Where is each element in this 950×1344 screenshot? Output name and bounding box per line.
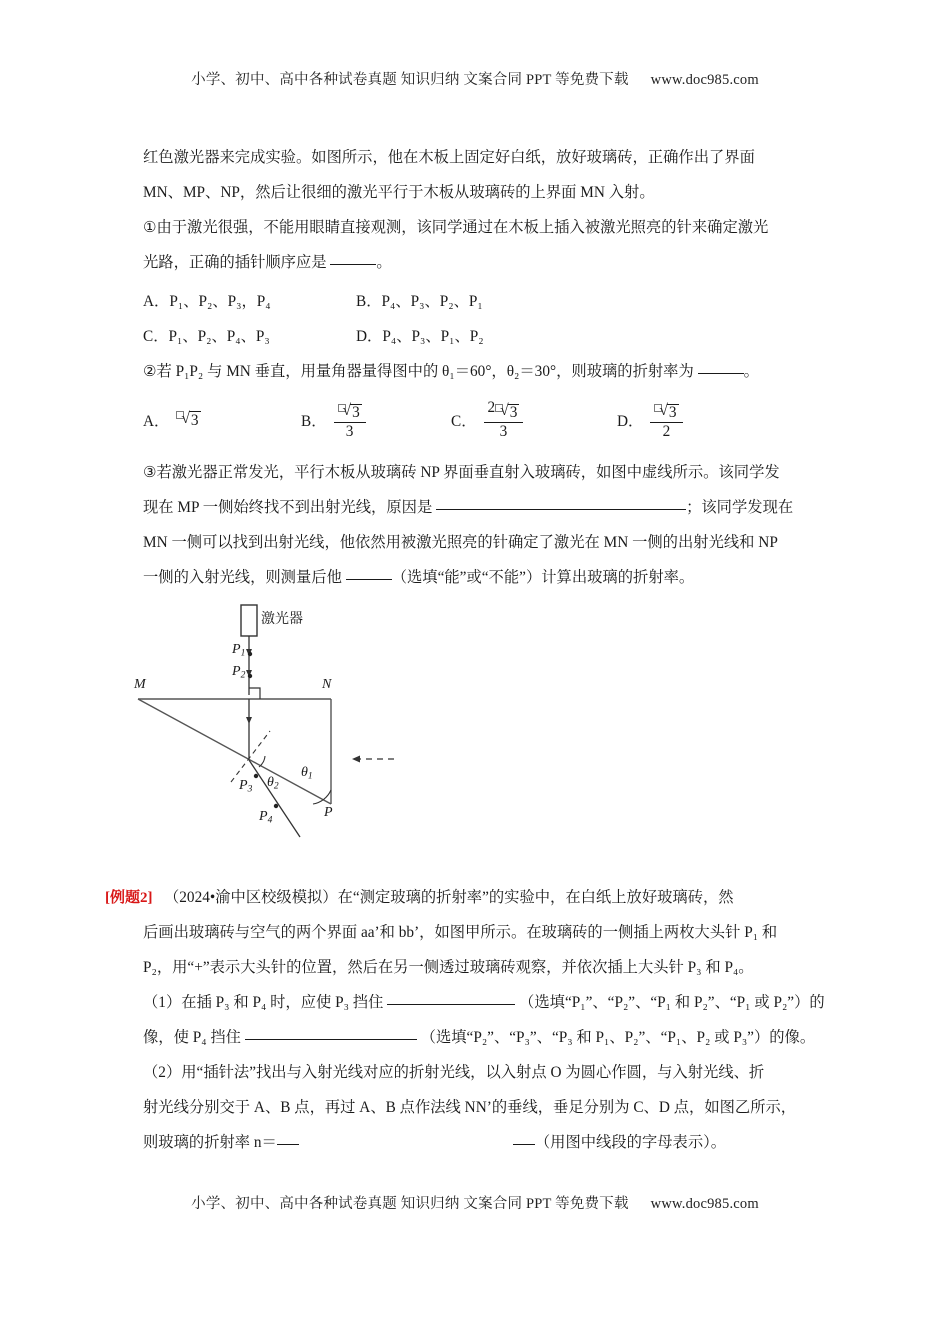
intro-line-1: 红色激光器来完成实验。如图所示，他在木板上固定好白纸，放好玻璃砖，正确作出了界面 — [143, 149, 755, 166]
q1-line-2-text-b: 。 — [376, 254, 392, 271]
example-2-q2-text-a: 像，使 P₄ 挡住 — [143, 1029, 241, 1046]
figure-label-P4-text: P — [259, 809, 268, 824]
q2-option-c[interactable] — [451, 392, 523, 448]
q2-option-b[interactable] — [301, 392, 366, 448]
q2-option-a-radicand: 3 — [190, 412, 199, 429]
q3-line-2-text-a: 现在 MP 一侧始终找不到出射光线，原因是 — [143, 499, 433, 516]
q2-option-b-fraction — [334, 400, 366, 440]
laser-device-icon — [241, 605, 257, 636]
example-2-line-3: P₂，用“+”表示大头针的位置，然后在另一侧透过玻璃砖观察，并依次插上大头针 P₃ 和 P₄。 — [143, 959, 754, 976]
sqrt-icon-c — [495, 403, 519, 421]
sqrt-icon-b — [338, 403, 362, 421]
example-2-line-1-text: （2024•渝中区校级模拟）在“测定玻璃的折射率”的实验中，在白纸上放好玻璃砖，然 — [163, 889, 734, 906]
figure-label-P2-text: P — [232, 664, 241, 679]
q3-line-1 — [143, 455, 843, 490]
q1-option-c[interactable] — [143, 319, 270, 354]
q2-option-c-numerator — [484, 400, 524, 423]
example-2-q3-blank-right[interactable] — [513, 1132, 535, 1145]
q2-option-a[interactable] — [143, 392, 201, 448]
q2-option-c-label: C． — [451, 413, 477, 430]
pin-dot-P3 — [254, 774, 258, 778]
laser-device-label: 激光器 — [261, 610, 303, 626]
q2-option-d-label: D． — [617, 413, 644, 430]
figure-label-P4 — [259, 809, 272, 826]
figure-label-theta1-text: θ — [301, 765, 308, 780]
figure-label-P1-text: P — [232, 642, 241, 657]
sqrt-glyph-b: √ — [342, 401, 352, 419]
pin-dot-P4 — [274, 804, 278, 808]
q2-option-d-fraction — [650, 400, 682, 440]
q3-reason-blank[interactable] — [436, 497, 686, 510]
header-url: www.doc985.com — [650, 72, 759, 88]
example-2-tag: [例题2] — [105, 890, 153, 906]
figure-label-theta2-text: θ — [267, 775, 274, 790]
q1-option-row-1 — [143, 284, 843, 319]
figure-label-P4-sub: 4 — [267, 815, 273, 826]
figure-label-N: N — [322, 677, 332, 692]
q3-line-2-text-b: ；该同学发现在 — [686, 499, 794, 516]
example-2-q2-text-b: （选填“P₂”、“P₃”、“P₃ 和 P₁、P₂”、“P₁、P₂ 或 P₃”）的像。 — [420, 1029, 816, 1046]
example-2-q2-blank[interactable] — [245, 1027, 417, 1040]
q1-line-1-text: 由于激光很强，不能用眼睛直接观测，该同学通过在木板上插入被激光照亮的针来确定激光 — [156, 219, 769, 236]
q3-answer-blank[interactable] — [346, 567, 392, 580]
pin-dot-P1 — [248, 652, 252, 656]
q1-option-b-label: B． — [356, 293, 382, 310]
intro-block — [143, 140, 843, 210]
refraction-experiment-figure — [128, 600, 448, 870]
figure-label-P3-sub: 3 — [247, 784, 253, 795]
sqrt-glyph-a: √ — [181, 410, 190, 427]
figure-label-P1-sub: 1 — [240, 648, 246, 659]
q2-math-row — [143, 392, 843, 448]
figure-label-theta1 — [301, 765, 313, 782]
ray-arrow-3 — [246, 717, 252, 724]
q1-option-row-2 — [143, 319, 843, 354]
q1-option-b[interactable] — [356, 284, 483, 319]
q1-options — [143, 284, 843, 354]
page-header — [0, 68, 950, 89]
sqrt-icon-d — [654, 403, 678, 421]
q1-marker: ① — [143, 218, 157, 236]
example-2-q3-line-3 — [143, 1125, 843, 1160]
q1-option-c-label: C． — [143, 328, 169, 345]
q2-option-b-denominator: 3 — [345, 423, 354, 440]
example-2-heading — [105, 880, 845, 916]
figure-label-theta1-sub: 1 — [307, 771, 313, 782]
q1-option-b-text: P₄、P₃、P₂、P₁ — [381, 293, 483, 310]
question-2-block — [143, 354, 843, 389]
example-2-q2-line — [143, 1020, 843, 1055]
example-2-q1-line-1 — [143, 985, 843, 1020]
example-2-line-1 — [105, 880, 845, 916]
q1-option-d-text: P₄、P₃、P₁、P₂ — [382, 328, 484, 345]
q2-option-d[interactable] — [617, 392, 683, 448]
q2-option-d-denominator: 2 — [662, 423, 671, 440]
q3-line-4-text-a: 一侧的入射光线，则测量后他 — [143, 569, 342, 586]
right-angle-marker — [249, 688, 260, 699]
np-ray-arrowhead — [352, 756, 360, 763]
q3-line-4-text-b: （选填“能”或“不能”）计算出玻璃的折射率。 — [391, 569, 695, 586]
example-2-q3-line-2: 射光线分别交于 A、B 点，再过 A、B 点作法线 NN’的垂线，垂足分别为 C、D 点，如图乙所示， — [143, 1099, 797, 1116]
q2-option-c-radicand: 3 — [509, 403, 518, 421]
pin-dot-P2 — [248, 674, 252, 678]
example-2-line-2: 后画出玻璃砖与空气的两个界面 aa’和 bb’，如图甲所示。在玻璃砖的一侧插上两枚大头针 P₁ 和 — [143, 924, 778, 941]
example-2-q1-text-b: （选填“P₁”、“P₂”、“P₁ 和 P₂”、“P₁ 或 P₂”）的 — [519, 994, 825, 1011]
q1-option-d[interactable] — [356, 319, 484, 354]
example-2-q1-text-a: （1）在插 P₃ 和 P₄ 时，应使 P₃ 挡住 — [143, 994, 384, 1011]
footer-text: 小学、初中、高中各种试卷真题 知识归纳 文案合同 PPT 等免费下载 — [191, 1196, 629, 1212]
figure-svg — [128, 600, 448, 870]
refracted-ray — [249, 760, 300, 837]
normal-line-dashed — [231, 731, 270, 782]
example-2-q3-blank-left[interactable] — [277, 1132, 299, 1145]
q2-text-a: 若 P₁P₂ 与 MN 垂直，用量角器量得图中的 θ₁＝60°，θ₂＝30°，则玻璃的折射率为 — [156, 363, 694, 380]
question-3-block — [143, 455, 843, 595]
q1-answer-blank[interactable] — [330, 252, 376, 265]
intro-line-2: MN、MP、NP，然后让很细的激光平行于木板从玻璃砖的上界面 MN 入射。 — [143, 184, 655, 201]
q1-option-d-label: D． — [356, 328, 383, 345]
figure-label-P2 — [232, 664, 245, 681]
q2-line-1 — [143, 354, 843, 389]
figure-label-P1 — [232, 642, 245, 659]
q1-line-2 — [143, 245, 843, 280]
q3-line-2 — [143, 490, 843, 525]
figure-label-P2-sub: 2 — [240, 670, 246, 681]
q2-option-b-numerator — [334, 400, 366, 423]
q2-answer-blank[interactable] — [698, 361, 744, 374]
example-2-q3-text-b: （用图中线段的字母表示）。 — [534, 1134, 727, 1151]
q2-text-b: 。 — [743, 363, 759, 380]
q3-line-4 — [143, 560, 843, 595]
q2-math-options — [143, 392, 843, 448]
q1-line-2-text-a: 光路，正确的插针顺序应是 — [143, 254, 327, 271]
q1-line-1 — [143, 210, 843, 245]
example-2-q3-text-a: 则玻璃的折射率 n＝ — [143, 1134, 277, 1151]
q1-option-a-text: P₁、P₂、P₃，P₄ — [169, 293, 271, 310]
footer-url: www.doc985.com — [650, 1196, 759, 1212]
question-1-block — [143, 210, 843, 280]
page-footer — [0, 1192, 950, 1213]
figure-label-P3-text: P — [239, 778, 248, 793]
q2-option-c-fraction — [484, 400, 524, 440]
q3-line-3: MN 一侧可以找到出射光线，他依然用被激光照亮的针确定了激光在 MN 一侧的出射光线和 NP — [143, 534, 778, 551]
figure-label-theta2 — [267, 775, 279, 792]
q2-marker: ② — [143, 362, 157, 380]
q3-marker: ③ — [143, 463, 157, 481]
figure-label-M: M — [134, 677, 146, 692]
q3-line-1-text: 若激光器正常发光，平行木板从玻璃砖 NP 界面垂直射入玻璃砖，如图中虚线所示。该同学发 — [156, 464, 780, 481]
q2-option-a-label: A． — [143, 413, 170, 430]
sqrt-icon-a — [176, 410, 200, 430]
figure-label-theta2-sub: 2 — [273, 781, 279, 792]
header-text: 小学、初中、高中各种试卷真题 知识归纳 文案合同 PPT 等免费下载 — [191, 72, 629, 88]
q2-option-b-radicand: 3 — [352, 403, 360, 421]
q1-option-a[interactable] — [143, 284, 271, 319]
q1-option-a-label: A． — [143, 293, 170, 310]
example-2-q1-blank[interactable] — [387, 992, 515, 1005]
q2-option-d-radicand: 3 — [668, 403, 677, 421]
q2-option-d-numerator — [650, 400, 682, 423]
q2-option-b-label: B． — [301, 413, 327, 430]
q2-option-c-denominator: 3 — [499, 423, 508, 440]
q2-option-c-coefficient: 2 — [487, 398, 496, 416]
sqrt-glyph-d: √ — [659, 401, 668, 419]
interface-MP — [138, 699, 331, 804]
example-2-q3-line-1: （2）用“插针法”找出与入射光线对应的折射光线，以入射点 O 为圆心作圆，与入射光线、折 — [143, 1064, 765, 1081]
figure-label-P: P — [324, 805, 333, 820]
q1-option-c-text: P₁、P₂、P₄、P₃ — [168, 328, 270, 345]
figure-label-P3 — [239, 778, 252, 795]
example-2-block — [143, 915, 843, 1160]
sqrt-glyph-c: √ — [500, 401, 509, 419]
